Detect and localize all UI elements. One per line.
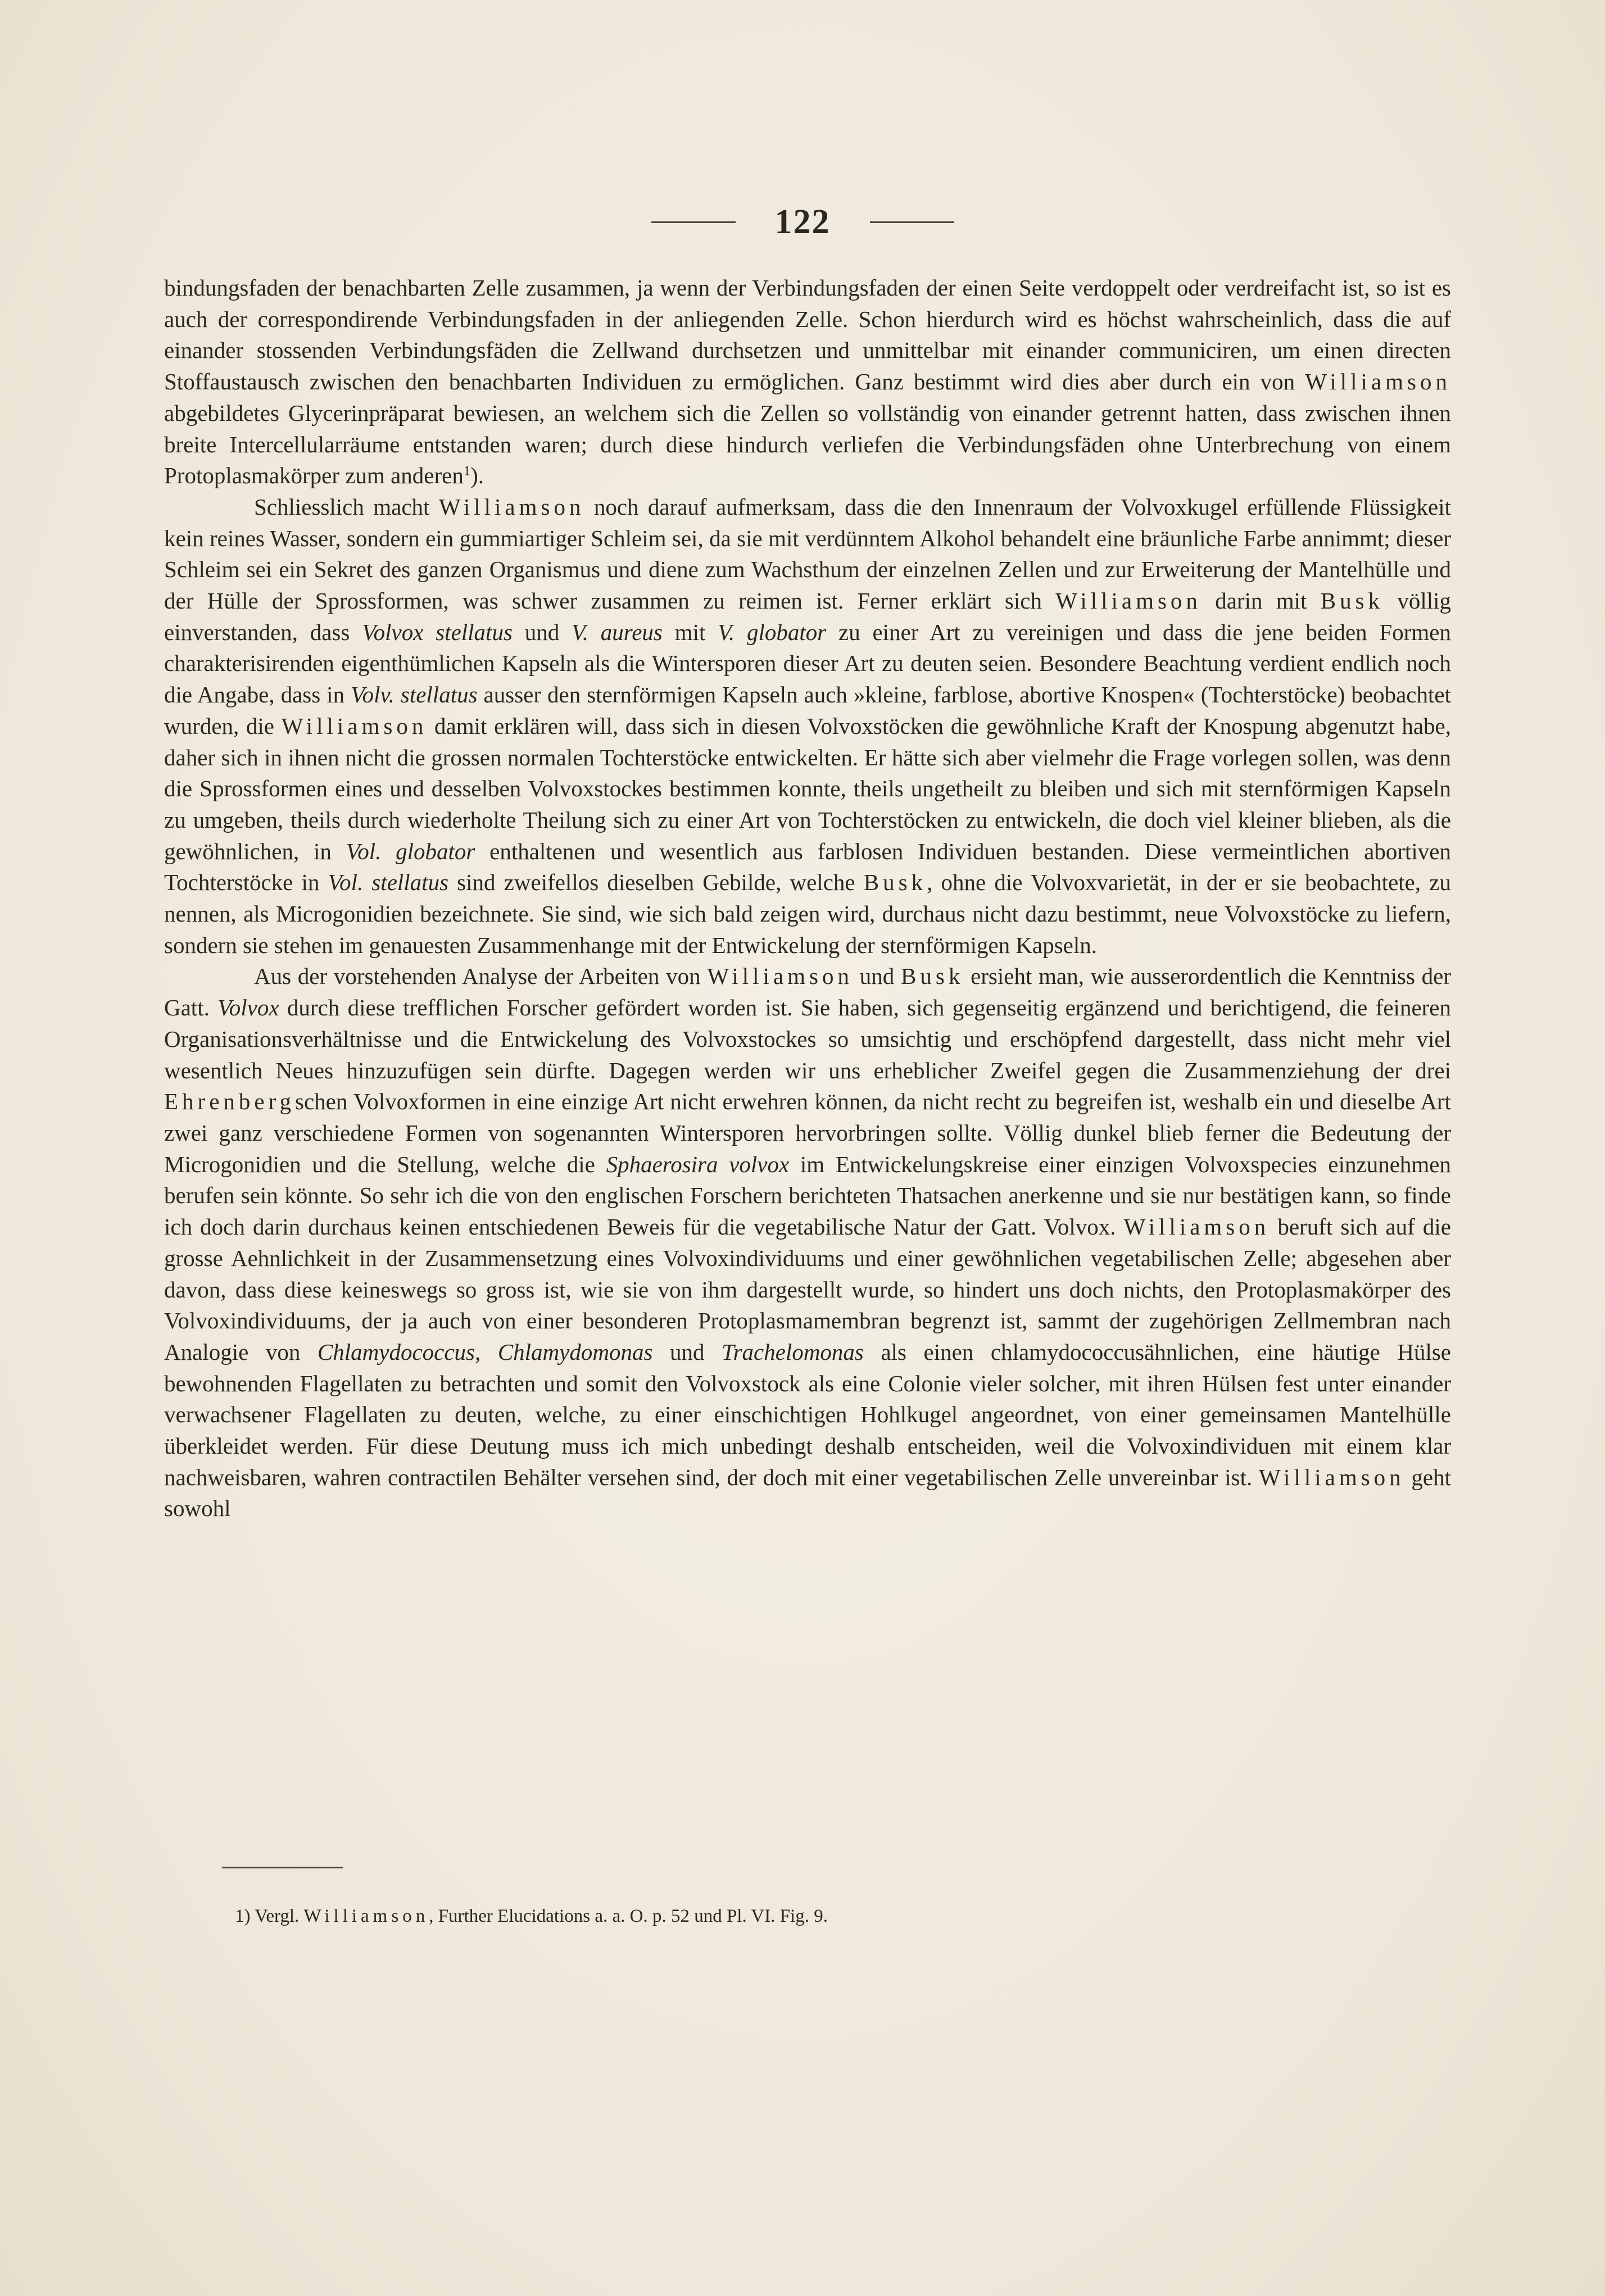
spaced-name: Williamson — [1123, 1214, 1270, 1240]
paragraph — [164, 961, 1451, 1524]
italic-text: Chlamydococcus — [317, 1338, 475, 1365]
body-text — [164, 273, 1451, 1524]
text-run: völlig einverstanden, dass — [164, 588, 1451, 645]
text-run: sind zweifellos dieselben Gebilde, welche — [448, 869, 864, 896]
spaced-name: Williamson — [438, 493, 585, 520]
italic-text: V. globator — [718, 619, 827, 645]
spaced-name: Ehrenberg — [164, 1088, 296, 1115]
spaced-name: Busk — [901, 963, 964, 990]
spaced-name: Williamson — [707, 963, 854, 990]
text-run: ) Vergl. — [244, 1906, 304, 1926]
text-run: zu einer Art zu vereinigen und dass die jene beiden Formen charakterisirenden eigenthümlichen Kapseln als die Wintersporen dieser Art zu deuten seien. Besondere Beachtung verdient endlich noch die Angabe, dass in — [164, 619, 1451, 708]
text-run: und — [853, 963, 901, 990]
page-number: 122 — [774, 203, 831, 241]
text-run: und — [512, 619, 572, 645]
page-header — [0, 202, 1605, 242]
italic-text: V. aureus — [572, 619, 663, 645]
text-run: damit erklären will, dass sich in diesen Volvoxstöcken die gewöhnliche Kraft der Knospung abgenutzt habe, daher sich in ihnen nicht die grossen normalen Tochterstöcke entwickelten. Er hätte sich aber vielmehr die Frage vorlegen sollen, was denn die Sprossformen eines und desselben Volvoxstockes bestimmen konnte, theils ungetheilt zu bleiben und sich mit sternförmigen Kapseln zu umgeben, theils durch wiederholte Theilung sich zu einer Art von Tochterstöcken zu entwickeln, die doch viel kleiner blieben, als die gewöhnlichen, in — [164, 713, 1451, 864]
text-run: darin mit — [1201, 588, 1321, 614]
footnote — [235, 1905, 1415, 1927]
spaced-name: Williamson — [303, 1906, 429, 1926]
spaced-name: Williamson — [1259, 1464, 1405, 1490]
text-run: Aus der vorstehenden Analyse der Arbeiten von — [254, 963, 708, 990]
spaced-name: Williamson — [1055, 588, 1202, 614]
text-run: ausser den sternförmigen Kapseln auch »kleine, farblose, abortive Knospen« (Tochterstöcke) beobachtet wurden, die — [164, 682, 1451, 739]
text-run: , ohne die Volvoxvarietät, in der er sie beobachtete, zu nennen, als Microgonidien bezeichnete. Sie sind, wie sich bald zeigen wird, durchaus nicht dazu bestimmt, neue Volvoxstöcke zu liefern, sondern sie stehen im genauesten Zusammenhange mit der Entwickelung der sternförmigen Kapseln. — [164, 869, 1451, 958]
text-run: , — [475, 1338, 498, 1365]
paragraph — [164, 492, 1451, 961]
italic-text: Sphaerosira volvox — [606, 1151, 790, 1177]
paragraph — [164, 273, 1451, 492]
text-run: als einen chlamydococcusähnlichen, eine häutige Hülse bewohnenden Flagellaten zu betrachten und somit den Volvoxstock als eine Colonie vieler solcher, mit ihren Hülsen fest unter einander verwachsener Flagellaten zu deuten, welche, zu einer einschichtigen Hohlkugel angeordnet, von einer gemeinsamen Mantelhülle überkleidet werden. Für diese Deutung muss ich mich unbedingt deshalb entscheiden, weil die Volvoxindividuen mit einem klar nachweisbaren, wahren contractilen Behälter versehen sind, der doch mit einer vegetabilischen Zelle unvereinbar ist. — [164, 1338, 1452, 1490]
text-run: 1 — [235, 1906, 244, 1926]
text-run: im Entwickelungskreise einer einzigen Volvoxspecies einzunehmen berufen sein könnte. So sehr ich die von den englischen Forschern berichteten Thatsachen anerkenne und sie nur bestätigen kann, so finde ich doch darin durchaus keinen entschiedenen Beweis für die vegetabilische Natur der Gatt. Volvox. — [164, 1151, 1451, 1240]
italic-text: Vol. stellatus — [328, 869, 449, 896]
spaced-name: Williamson — [1305, 369, 1451, 395]
text-run: bindungsfaden der benachbarten Zelle zusammen, ja wenn der Verbindungsfaden der einen Seite verdoppelt oder verdreifacht ist, so ist es auch der correspondirende Verbindungsfaden in der anliegenden Zelle. Schon hierdurch wird es höchst wahrscheinlich, dass die auf einander stossenden Verbindungsfäden die Zellwand durchsetzen und unmittelbar mit einander communiciren, um einen directen Stoffaustausch zwischen den benachbarten Individuen zu ermöglichen. Ganz bestimmt wird dies aber durch ein von — [164, 275, 1451, 395]
italic-text: Trachelomonas — [722, 1338, 864, 1365]
spaced-name: Williamson — [281, 713, 428, 739]
spaced-name: Busk — [1320, 588, 1384, 614]
spaced-name: Busk — [863, 869, 927, 896]
italic-text: Volv. stellatus — [351, 682, 478, 708]
text-run: ersieht man, wie ausserordentlich die Kenntniss der Gatt. — [164, 963, 1451, 1021]
text-run: durch diese trefflichen Forscher gefördert worden ist. Sie haben, sich gegenseitig ergänzend und berichtigend, die feineren Organisationsverhältnisse und die Entwickelung des Volvoxstockes so umsichtig und erschöpfend dargestellt, dass nicht mehr viel wesentlich Neues hinzuzufügen sein dürfte. Dagegen werden wir uns erheblicher Zweifel gegen die Zusammenziehung der drei — [164, 995, 1451, 1083]
text-run: noch darauf aufmerksam, dass die den Innenraum der Volvoxkugel erfüllende Flüssigkeit kein reines Wasser, sondern ein gummiartiger Schleim sei, da sie mit verdünntem Alkohol behandelt eine bräunliche Farbe annimmt; dieser Schleim sei ein Sekret des ganzen Organismus und diene zum Wachsthum der einzelnen Zellen und zur Erweiterung der Mantelhülle und der Hülle der Sprossformen, was schwer zusammen zu reimen ist. Ferner erklärt sich — [164, 493, 1451, 614]
footnote-marker: 1 — [463, 463, 471, 479]
text-run: , Further Elucidations a. a. O. p. 52 und Pl. VI. Fig. 9. — [429, 1906, 828, 1926]
header-rule-left — [651, 221, 736, 223]
italic-text: Chlamydomonas — [497, 1338, 653, 1365]
header-rule-right — [870, 221, 954, 223]
text-run: geht sowohl — [164, 1464, 1451, 1522]
footnote-rule — [222, 1867, 343, 1868]
text-run: beruft sich auf die grosse Aehnlichkeit in der Zusammensetzung eines Volvoxindividuums und einer gewöhnlichen vegetabilischen Zelle; abgesehen aber davon, dass diese keineswegs so gross ist, wie sie von ihm dargestellt wurde, so hindert uns doch nichts, den Protoplasmakörper des Volvoxindividuums, der ja auch von einer besonderen Protoplasmamembran begrenzt ist, sammt der zugehörigen Zellmembran nach Analogie von — [164, 1214, 1451, 1365]
italic-text: Volvox — [217, 995, 279, 1021]
italic-text: Volvox stellatus — [362, 619, 513, 645]
text-run: ). — [470, 462, 484, 489]
text-run: schen Volvoxformen in eine einzige Art nicht erwehren können, da nicht recht zu begreifen ist, weshalb ein und dieselbe Art zwei ganz verschiedene Formen von sogenannten Wintersporen hervorbringen sollte. Völlig dunkel blieb ferner die Bedeutung der Microgonidien und die Stellung, welche die — [164, 1088, 1451, 1177]
text-run: mit — [662, 619, 718, 645]
text-run: und — [652, 1338, 722, 1365]
text-run: abgebildetes Glycerinpräparat bewiesen, an welchem sich die Zellen so vollständig von einander getrennt hatten, dass zwischen ihnen breite Intercellularräume entstanden waren; durch diese hindurch verliefen die Verbindungsfäden ohne Unterbrechung von einem Protoplasmakörper zum anderen — [164, 400, 1451, 489]
text-run: Schliesslich macht — [254, 493, 439, 520]
italic-text: Vol. globator — [346, 838, 475, 864]
text-run: enthaltenen und wesentlich aus farblosen Individuen bestanden. Diese vermeintlichen abortiven Tochterstöcke in — [164, 838, 1451, 896]
